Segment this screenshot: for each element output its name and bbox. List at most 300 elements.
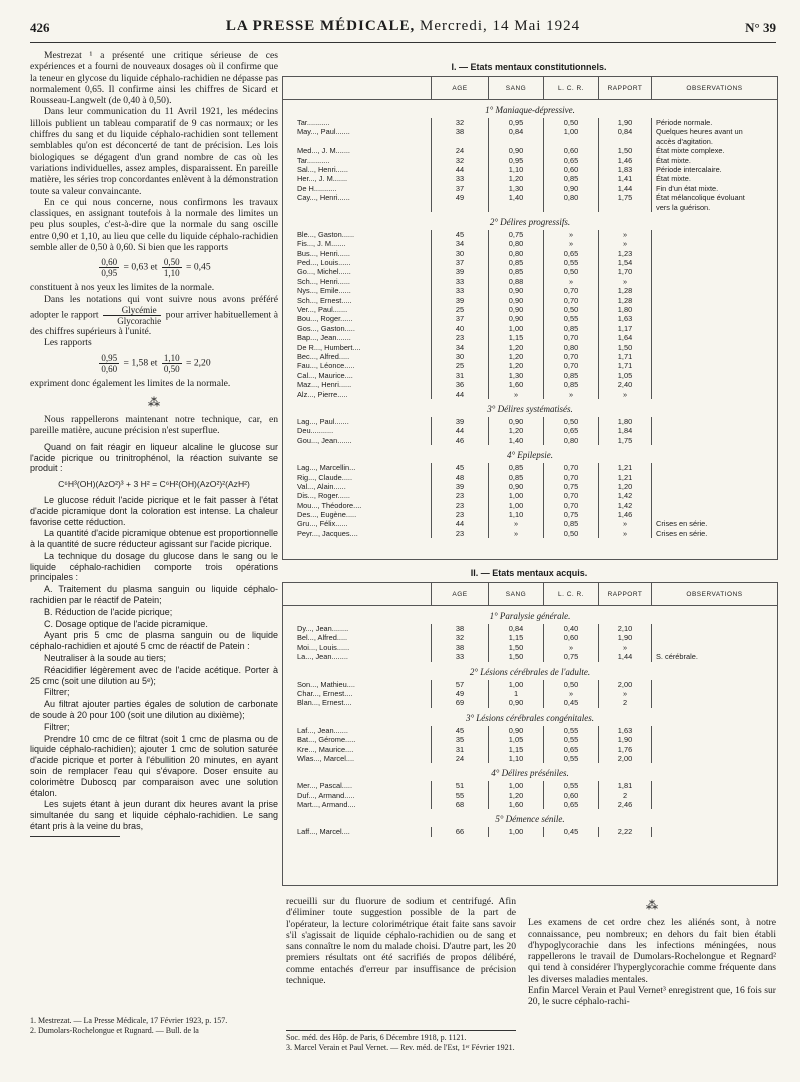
technique-step: Réacidifier légèrement avec de l'acide acétique. Porter à 25 cmc (soit une dilution au 5ᵉ);	[30, 664, 278, 686]
table-cell: 1,80	[598, 305, 651, 314]
table-group	[283, 814, 777, 836]
equation-result: = 2,20	[186, 357, 211, 369]
table-cell	[651, 800, 777, 809]
table-cell: 1,20	[488, 791, 543, 800]
table-cell: 0,70	[543, 473, 598, 482]
equation-result: = 0,63 et	[123, 262, 158, 274]
table-cell: État mixte complexe.	[651, 146, 777, 155]
table-cell	[598, 137, 651, 146]
table-1-caption: I. — Etats mentaux constitutionnels.	[451, 62, 607, 72]
table-cell	[431, 203, 488, 212]
table-cell	[651, 352, 777, 361]
table-cell: 45	[431, 230, 488, 239]
table-cell	[431, 137, 488, 146]
table-row	[283, 314, 777, 323]
table-cell	[651, 745, 777, 754]
footnote: 2. Dumolars-Rochelongue et Rugnard. — Bull. de la	[30, 1025, 199, 1035]
table-cell: 38	[431, 643, 488, 652]
table-cell: Duf..., Armand.....	[297, 790, 355, 800]
table-cell: Laf..., Jean.......	[297, 725, 348, 735]
table-cell	[651, 249, 777, 258]
table-cell: 2,10	[598, 624, 651, 633]
table-cell: Crises en série.	[651, 529, 777, 538]
footnote: Soc. méd. des Hôp. de Paris, 6 Décembre 1918, p. 1121.	[286, 1033, 467, 1042]
table-cell: Char..., Ernest....	[297, 688, 353, 698]
technique-step: C. Dosage optique de l'acide picramique.	[44, 618, 208, 629]
paragraph: Nous rappellerons maintenant notre technique, car, en pareille matière, aucune précision n'est superflue.	[30, 414, 278, 437]
numerator: 1,10	[163, 352, 180, 363]
table-group	[283, 667, 777, 708]
table-cell: 0,70	[543, 361, 598, 370]
table-cell: 1,60	[488, 380, 543, 389]
column-header: L. C. R.	[543, 583, 598, 605]
page-header	[30, 16, 776, 43]
column-header	[283, 583, 431, 605]
table-row	[283, 791, 777, 800]
table-cell: 44	[431, 390, 488, 399]
table-cell: Bap..., Jean.......	[297, 333, 351, 343]
table-cell: 1,76	[598, 745, 651, 754]
table-cell: 1,75	[598, 193, 651, 202]
numerator: 0,95	[101, 352, 118, 363]
table-cell: Val..., Alain......	[297, 481, 346, 491]
paragraph: En ce qui nous concerne, nous confirmons les travaux classiques, en assignant toutefois à la normale des limites un peu plus souples, c'est-à-dire que la normale du sang oscille entre 0,90 et 1,10, au lieu que celle du liquide céphalo-rachidien semble aller de 0,50 à 0,60. Si bien que les rapports	[30, 196, 278, 254]
table-cell: 1,20	[488, 361, 543, 370]
table-cell: Maz..., Henri......	[297, 380, 352, 390]
table-cell	[651, 754, 777, 763]
table-row	[283, 426, 777, 435]
table-cell	[543, 137, 598, 146]
table-cell: 1,05	[598, 371, 651, 380]
table-cell: Mart..., Armand....	[297, 800, 356, 810]
table-cell: vers la guérison.	[651, 203, 777, 212]
table-cell: 66	[431, 827, 488, 836]
table-cell: La..., Jean........	[297, 652, 348, 662]
technique-step: A. Traitement du plasma sanguin ou liquide céphalo-rachidien par le réactif de Patein;	[30, 584, 278, 606]
table-cell: 0,55	[543, 726, 598, 735]
table-cell: 37	[431, 184, 488, 193]
table-cell: 68	[431, 800, 488, 809]
table-cell	[651, 463, 777, 472]
table-cell: 44	[431, 165, 488, 174]
table-group	[283, 450, 777, 538]
column-header: RAPPORT	[598, 77, 651, 99]
table-cell: 0,80	[543, 343, 598, 352]
table-cell: 30	[431, 352, 488, 361]
table-cell: 1,28	[598, 286, 651, 295]
table-cell: 1,90	[598, 118, 651, 127]
table-cell: 1,30	[488, 371, 543, 380]
table-row	[283, 800, 777, 809]
equation-1	[30, 257, 278, 278]
table-group	[283, 611, 777, 662]
denominator: 0,50	[163, 363, 180, 374]
table-cell: 57	[431, 680, 488, 689]
table-cell: 38	[431, 624, 488, 633]
table-cell: 1,81	[598, 781, 651, 790]
table-cell: 2,00	[598, 754, 651, 763]
fraction	[162, 257, 182, 278]
table-cell: 0,45	[543, 698, 598, 707]
table-cell: »	[598, 390, 651, 399]
paragraph: expriment donc également les limites de la normale.	[30, 377, 231, 389]
table-row	[283, 343, 777, 352]
table-cell: 1,63	[598, 314, 651, 323]
table-cell	[651, 633, 777, 642]
fraction	[99, 257, 119, 278]
table-cell: »	[543, 390, 598, 399]
table-cell: De H...........	[297, 183, 337, 193]
fraction	[162, 353, 182, 374]
numerator: 0,50	[163, 257, 180, 268]
table-cell: Med..., J. M.......	[297, 146, 350, 156]
group-title: 1° Maniaque-dépressive.	[485, 105, 575, 115]
technique-step: Prendre 10 cmc de ce filtrat (soit 1 cmc de plasma ou de liquide céphalo-rachidien); ajouter 1 cmc de solution saturée d'acide picrique et porter à l'ébullition 20 minutes, en ayant soin de remplacer l'eau qui s'évapore. Doser ensuite au colorimètre Duboscq par comparaison avec une solution étalon.	[30, 733, 278, 798]
table-row	[283, 361, 777, 370]
table-cell: 0,50	[543, 267, 598, 276]
table-cell: 1,20	[488, 426, 543, 435]
table-cell: 1,41	[598, 174, 651, 183]
paragraph: constituent à nos yeux les limites de la normale.	[30, 282, 215, 294]
table-cell: 1,80	[598, 417, 651, 426]
table-cell: 1,42	[598, 501, 651, 510]
table-cell: Wlas..., Marcel....	[297, 753, 355, 763]
table-cell: 23	[431, 491, 488, 500]
table-cell: »	[598, 689, 651, 698]
group-title: 5° Démence sénile.	[495, 814, 565, 825]
table-cell: Blan..., Ernest....	[297, 698, 352, 708]
table-row	[283, 745, 777, 754]
table-cell: Bou..., Roger......	[297, 314, 353, 324]
table-cell: 0,70	[543, 352, 598, 361]
table-cell: Son..., Mathieu....	[297, 679, 355, 689]
table-cell: 0,90	[488, 314, 543, 323]
table-cell: »	[543, 277, 598, 286]
table-cell: Lag..., Marcellin...	[297, 463, 356, 473]
denominator: 0,60	[101, 363, 118, 374]
table-cell: 0,70	[543, 286, 598, 295]
table-row	[283, 482, 777, 491]
table-row	[283, 519, 777, 528]
table-cell: Cal..., Maurice....	[297, 370, 353, 380]
table-cell: 23	[431, 333, 488, 342]
table-cell: Tar...........	[297, 155, 330, 165]
table-cell: 31	[431, 745, 488, 754]
table-cell	[598, 203, 651, 212]
group-title: 2° Délires progressifs.	[489, 216, 571, 227]
table-cell: 45	[431, 726, 488, 735]
table-cell: Rig..., Claude.....	[297, 472, 353, 482]
table-cell: 32	[431, 633, 488, 642]
table-cell: 1,00	[488, 491, 543, 500]
table-cell	[283, 137, 431, 146]
table-cell: 0,70	[543, 296, 598, 305]
table-row	[283, 118, 777, 127]
table-cell	[651, 726, 777, 735]
journal-name: LA PRESSE MÉDICALE,	[225, 18, 416, 34]
table-cell: Fin d'un état mixte.	[651, 184, 777, 193]
table-row	[283, 473, 777, 482]
technique-steps	[30, 495, 278, 832]
table-cell: 0,55	[543, 735, 598, 744]
table-cell: 1,50	[488, 643, 543, 652]
table-row	[283, 230, 777, 239]
table-cell: Crises en série.	[651, 519, 777, 528]
paragraph: Les rapports	[44, 337, 92, 349]
chemical-formula: C⁶H³(OH)(AzO²)³ + 3 H² = C⁶H²(OH)(AzO²)²(AzH²)	[58, 479, 250, 490]
table-cell: »	[543, 643, 598, 652]
table-cell: 1,90	[598, 633, 651, 642]
table-cell: 48	[431, 473, 488, 482]
table-cell: Gru..., Félix......	[297, 519, 348, 529]
table-cell: 0,75	[543, 652, 598, 661]
table-cell: 1,60	[488, 800, 543, 809]
table-row	[283, 380, 777, 389]
table-cell: Cay..., Henri......	[297, 193, 350, 203]
table-cell: Bat..., Gérome.....	[297, 735, 356, 745]
paragraph: Enfin Marcel Verain et Paul Vernet³ enregistrent que, 16 fois sur 20, le sucre céphalo-rachi-	[528, 985, 776, 1008]
table-row	[283, 156, 777, 165]
table-cell	[651, 473, 777, 482]
table-cell: 44	[431, 519, 488, 528]
table-cell: Bel..., Alfred.....	[297, 633, 348, 643]
issue-date: Mercredi, 14 Mai 1924	[420, 18, 581, 34]
table-row	[283, 436, 777, 445]
table-cell	[651, 501, 777, 510]
table-cell: Alz..., Pierre.....	[297, 389, 348, 399]
table-cell: 40	[431, 324, 488, 333]
table-cell	[651, 258, 777, 267]
fraction	[99, 353, 119, 374]
table-cell: Mou..., Théodore....	[297, 500, 362, 510]
table-cell: 0,85	[543, 174, 598, 183]
table-cell	[651, 305, 777, 314]
footnote: 1. Mestrezat. — La Presse Médicale, 17 Février 1923, p. 157.	[30, 1016, 228, 1025]
table-cell	[651, 239, 777, 248]
journal-title	[30, 18, 776, 35]
table-cell: 1,23	[598, 249, 651, 258]
table-cell: 1,44	[598, 652, 651, 661]
table-cell: 0,55	[543, 781, 598, 790]
table-cell	[651, 426, 777, 435]
table-cell: 0,90	[488, 305, 543, 314]
table-cell: 55	[431, 791, 488, 800]
table-row	[283, 352, 777, 361]
table-cell: Ped..., Louis......	[297, 258, 351, 268]
table-cell: 0,75	[543, 482, 598, 491]
table-cell: 1,84	[598, 426, 651, 435]
table-cell: accès d'agitation.	[651, 137, 777, 146]
technique-step: La quantité d'acide picramique obtenue est proportionnelle à la quantité de sucre réducteur agissant sur l'acide picrique.	[30, 528, 278, 550]
table-row	[283, 193, 777, 202]
table-cell: 37	[431, 314, 488, 323]
column-header: RAPPORT	[598, 583, 651, 605]
table-row	[283, 652, 777, 661]
table-cell: 2,46	[598, 800, 651, 809]
table-cell: 0,90	[488, 698, 543, 707]
table-row	[283, 203, 777, 212]
table-cell: May..., Paul.......	[297, 127, 350, 137]
table-cell	[651, 333, 777, 342]
table-cell: 33	[431, 286, 488, 295]
table-cell	[651, 791, 777, 800]
table-group	[283, 217, 777, 399]
technique-step: Neutraliser à la soude au tiers;	[44, 653, 167, 664]
table-cell: Kre..., Maurice....	[297, 744, 354, 754]
table-group	[283, 713, 777, 764]
table-cell: 0,55	[543, 314, 598, 323]
table-cell: 1,50	[598, 343, 651, 352]
table-cell: 0,80	[543, 193, 598, 202]
table-header	[283, 583, 777, 606]
table-cell: 1,00	[488, 324, 543, 333]
table-row	[283, 510, 777, 519]
paragraph: Dans leur communication du 11 Avril 1921, les médecins lillois publient un tableau comparatif de 9 cas normaux; or les chiffres du sang et du liquide céphalo-rachidien sont tellement semblables qu'on est déconcerté de tant de précision. Les lois biologiques se dégagent d'un grand nombre de cas où les variations individuelles, assez amples, disparaissent. En pareille matière, les séries trop concordantes enlèvent à la démonstration toute sa valeur convaincante.	[30, 106, 278, 197]
table-row	[283, 146, 777, 155]
table-cell: 49	[431, 689, 488, 698]
table-cell: »	[488, 519, 543, 528]
table-cell: 0,60	[543, 165, 598, 174]
table-cell: 1,28	[598, 296, 651, 305]
table-cell: 0,90	[543, 184, 598, 193]
table-cell: Dis..., Roger......	[297, 491, 350, 501]
table-cell: Dy..., Jean........	[297, 624, 349, 633]
table-cell: Sch..., Ernest.....	[297, 295, 352, 305]
table-cell	[651, 343, 777, 352]
technique-step: Filtrer;	[44, 721, 70, 732]
table-cell: 0,65	[543, 800, 598, 809]
table-cell: 0,60	[543, 791, 598, 800]
table-cell: »	[488, 529, 543, 538]
table-cell: 1,15	[488, 333, 543, 342]
text-run: pour arriver habituellement à des chiffres supérieurs à l'unité.	[30, 309, 278, 337]
table-cell: 0,40	[543, 624, 598, 633]
table-cell: 1	[488, 689, 543, 698]
table-cell: De R..., Humbert....	[297, 342, 361, 352]
table-row	[283, 491, 777, 500]
table-cell	[651, 436, 777, 445]
table-cell: État mixte.	[651, 156, 777, 165]
table-row	[283, 277, 777, 286]
table-cell: 1,75	[598, 436, 651, 445]
column-header: SANG	[488, 77, 543, 99]
table-cell: 24	[431, 146, 488, 155]
table-cell: 1,71	[598, 352, 651, 361]
table-cell	[651, 286, 777, 295]
table-row	[283, 324, 777, 333]
table-cell	[651, 314, 777, 323]
table-cell: Nys..., Emile......	[297, 286, 351, 296]
table-cell: 51	[431, 781, 488, 790]
table-cell: 1,21	[598, 463, 651, 472]
table-cell	[651, 510, 777, 519]
table-cell: 0,85	[488, 463, 543, 472]
table-cell: Fau..., Léonce.....	[297, 361, 355, 371]
technique-section	[30, 442, 278, 832]
denominator: Glycorachie	[117, 315, 162, 326]
table-cell: 1,46	[598, 156, 651, 165]
page-number: 426	[30, 20, 50, 35]
table-cell: 1,20	[488, 352, 543, 361]
group-title: 4° Délires préséniles.	[491, 768, 569, 779]
table-cell: Période intercalaire.	[651, 165, 777, 174]
table-cell: Gou..., Jean.......	[297, 435, 352, 445]
table-cell	[488, 137, 543, 146]
table-cell: Peyr..., Jacques....	[297, 528, 358, 538]
table-cell: »	[543, 239, 598, 248]
table-cell: 1,05	[488, 735, 543, 744]
footnote: 3. Marcel Verain et Paul Vernet. — Rev. méd. de l'Est, 1ᵉʳ Février 1921.	[286, 1042, 515, 1052]
table-cell: 0,85	[543, 519, 598, 528]
table-cell	[651, 680, 777, 689]
table-cell: Période normale.	[651, 118, 777, 127]
table-row	[283, 726, 777, 735]
table-cell	[651, 324, 777, 333]
table-cell: 1,90	[598, 735, 651, 744]
section-separator: ⁂	[646, 898, 658, 912]
table-row	[283, 174, 777, 183]
column-header: AGE	[431, 583, 488, 605]
table-cell: 0,80	[488, 249, 543, 258]
table-cell	[651, 296, 777, 305]
equation-result: = 0,45	[186, 262, 211, 274]
table-cell: Sch..., Henri......	[297, 276, 350, 286]
table-row	[283, 333, 777, 342]
table-cell: 0,65	[543, 426, 598, 435]
table-cell: 33	[431, 277, 488, 286]
table-cell: »	[543, 230, 598, 239]
table-cell: 0,70	[543, 491, 598, 500]
left-column	[30, 50, 278, 1012]
table-cell: 1,20	[488, 174, 543, 183]
column-header	[283, 77, 431, 99]
group-title: 3° Lésions cérébrales congénitales.	[465, 712, 595, 723]
denominator: 1,10	[163, 268, 180, 279]
numerator: Glycémie	[103, 305, 161, 316]
table-cell: 2,22	[598, 827, 651, 836]
table-cell: 38	[431, 127, 488, 136]
table-cell: 1,71	[598, 361, 651, 370]
table-cell: 0,50	[543, 417, 598, 426]
column-header: SANG	[488, 583, 543, 605]
table-row	[283, 643, 777, 652]
group-title: 3° Délires systématisés.	[487, 403, 573, 414]
denominator: 0,95	[101, 268, 118, 279]
table-row	[283, 827, 777, 836]
table-cell: 2	[598, 791, 651, 800]
right-column	[528, 896, 776, 1076]
table-row	[283, 735, 777, 744]
table-cell: 1,40	[488, 193, 543, 202]
table-cell: 1,40	[488, 436, 543, 445]
table-cell: 1,20	[598, 482, 651, 491]
table-cell	[283, 203, 431, 212]
table-cell: 0,84	[488, 127, 543, 136]
table-cell: 1,83	[598, 165, 651, 174]
table-cell: 32	[431, 118, 488, 127]
table-cell: Gos..., Gaston.....	[297, 323, 355, 333]
table-cell: »	[598, 529, 651, 538]
table-group	[283, 768, 777, 809]
table-cell: 0,50	[543, 305, 598, 314]
middle-column	[286, 896, 516, 1026]
footnote-rule	[30, 836, 120, 837]
table-header	[283, 77, 777, 100]
technique-step: Le glucose réduit l'acide picrique et le fait passer à l'état d'acide picramique dont la coloration est intense. La chaleur favorise cette réduction.	[30, 494, 278, 527]
table-cell: 0,90	[488, 482, 543, 491]
table-cell: Bus..., Henri......	[297, 248, 350, 258]
table-cell: 1,42	[598, 491, 651, 500]
